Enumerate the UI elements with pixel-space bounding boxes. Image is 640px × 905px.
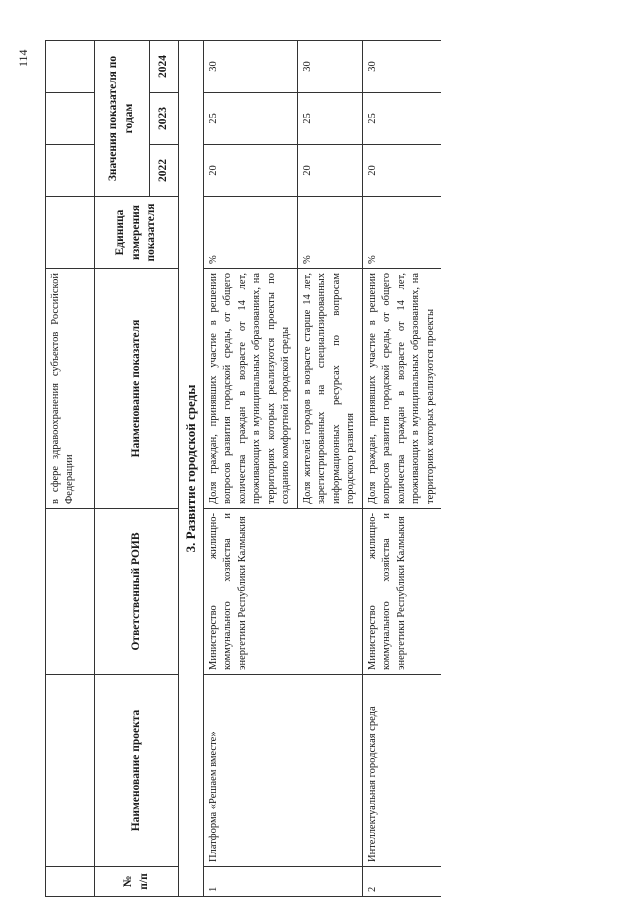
- cell-empty: [46, 145, 95, 197]
- value-2022: 20: [203, 145, 297, 197]
- section-title: 3. Развитие городской среды: [179, 41, 204, 897]
- header-project: Наименование проекта: [95, 675, 179, 867]
- cell-empty: [46, 675, 95, 867]
- project-name: Платформа «Решаем вместе»: [203, 675, 362, 867]
- value-2024: 30: [362, 41, 441, 93]
- continuation-row: [46, 41, 95, 897]
- indicator-continuation: в сфере здравоохранения субъектов Российской Федерации: [46, 269, 95, 509]
- value-2023: 25: [362, 93, 441, 145]
- indicator-name: Доля граждан, принявших участие в решении вопросов развития городской среды, от общего количества граждан в возрасте от 14 лет, проживающих в муниципальных образованиях, на территориях которых реализуются проекты по созданию комфортной городской среды: [203, 269, 297, 509]
- responsible-roiv: Министерство жилищно-коммунального хозяйства и энергетики Республики Калмыкия: [362, 509, 441, 675]
- header-roiv: Ответственный РОИВ: [95, 509, 179, 675]
- header-year: 2023: [150, 93, 179, 145]
- cell-empty: [46, 509, 95, 675]
- header-year: 2024: [150, 41, 179, 93]
- indicator-name: Доля жителей городов в возрасте старше 14 лет, зарегистрированных на специализированных информационных ресурсах по вопросам городского развития: [297, 269, 362, 509]
- header-year: 2022: [150, 145, 179, 197]
- page-number: 114: [16, 49, 30, 67]
- value-2022: 20: [362, 145, 441, 197]
- header-num: № п/п: [95, 867, 179, 897]
- unit: %: [362, 197, 441, 269]
- table-row: [362, 41, 441, 897]
- table-row: [203, 41, 297, 897]
- responsible-roiv: Министерство жилищно-коммунального хозяйства и энергетики Республики Калмыкия: [203, 509, 362, 675]
- cell-empty: [46, 867, 95, 897]
- unit: %: [297, 197, 362, 269]
- cell-empty: [46, 41, 95, 93]
- header-indicator: Наименование показателя: [95, 269, 179, 509]
- section-row: [179, 41, 204, 897]
- unit: %: [203, 197, 297, 269]
- value-2023: 25: [297, 93, 362, 145]
- indicator-table: [45, 40, 441, 897]
- cell-empty: [46, 197, 95, 269]
- row-num: 2: [362, 867, 441, 897]
- cell-empty: [46, 93, 95, 145]
- value-2024: 30: [203, 41, 297, 93]
- value-2023: 25: [203, 93, 297, 145]
- value-2024: 30: [297, 41, 362, 93]
- row-num: 1: [203, 867, 362, 897]
- header-values-group: Значения показателя по годам: [95, 41, 150, 197]
- header-row: [95, 41, 150, 897]
- indicator-name: Доля граждан, принявших участие в решении вопросов развития городской среды, от общего количества граждан в возрасте от 14 лет, проживающих в муниципальных образованиях, на территориях которых реализуются проекты: [362, 269, 441, 509]
- header-unit: Единица измерения показателя: [95, 197, 179, 269]
- project-name: Интеллектуальная городская среда: [362, 675, 441, 867]
- value-2022: 20: [297, 145, 362, 197]
